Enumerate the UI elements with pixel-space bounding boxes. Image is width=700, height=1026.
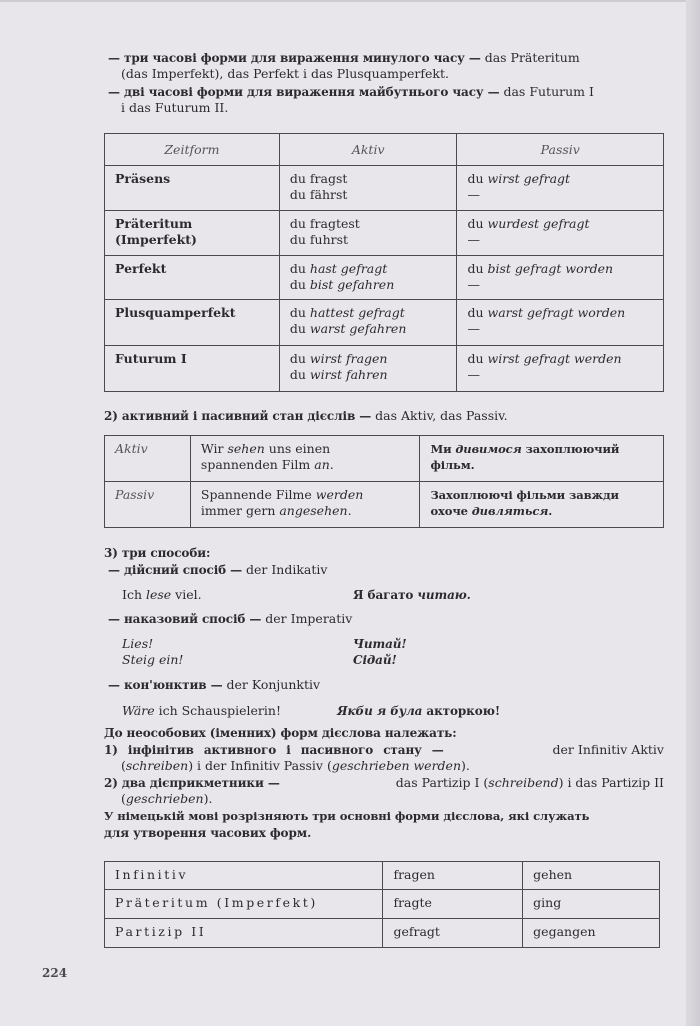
german-example: Wir sehen uns einen spannenden Film an. <box>190 436 420 482</box>
aktiv-forms: du hast gefragt du bist gefahren <box>279 256 457 300</box>
table-row <box>105 862 660 890</box>
konjunktiv-example-uk: Якби я була акторкою! <box>337 704 501 718</box>
verb-fragen: gefragt <box>383 919 523 948</box>
table-row <box>105 211 664 256</box>
passiv-forms: du wirst gefragt — <box>457 166 664 211</box>
nonfinite-item-1: 1) інфінітив активного і пасивного стану — der Infinitiv Aktiv <box>104 742 664 757</box>
principal-parts-table <box>104 861 660 948</box>
table-row <box>105 256 664 300</box>
page-top-edge <box>0 0 700 2</box>
section-3-heading: 3) три способи: <box>104 546 211 560</box>
verb-gehen: gehen <box>523 862 660 890</box>
tense-name: Perfekt <box>105 256 280 300</box>
nonfinite-item-2-cont: (geschrieben). <box>121 791 213 806</box>
table-row <box>105 919 660 948</box>
passiv-forms: du warst gefragt worden — <box>457 300 664 346</box>
german-example: Spannende Filme werden immer gern angesehen. <box>190 482 420 528</box>
passiv-forms: du wirst gefragt werden — <box>457 346 664 392</box>
tense-table-header <box>105 134 664 166</box>
imperativ-example-uk: Читай! <box>353 637 407 651</box>
voice-label: Passiv <box>105 482 191 528</box>
imperativ-line: — наказовий спосіб — der Imperativ <box>108 611 353 626</box>
summary-line-1: У німецькій мові розрізняють три основні форми дієслова, які служать <box>104 809 590 823</box>
imperativ-example-de: Steig ein! <box>122 652 184 667</box>
page-number: 224 <box>42 966 68 980</box>
intro-bullet-2-cont: і das Futurum II. <box>121 100 229 115</box>
ukrainian-translation: Ми дивимося захоплюючий фільм. <box>420 436 664 482</box>
passiv-forms: du bist gefragt worden — <box>457 256 664 300</box>
table-row <box>105 890 660 919</box>
ukrainian-translation: Захоплюючі фільми завжди охоче дивляться. <box>420 482 664 528</box>
verb-gehen: gegangen <box>523 919 660 948</box>
nonfinite-heading: До неособових (іменних) форм дієслова належать: <box>104 726 457 740</box>
konjunktiv-example-de: Wäre ich Schauspielerin! <box>122 703 281 718</box>
indikativ-example-de: Ich lese viel. <box>122 587 202 602</box>
intro-bullet-2: — дві часові форми для вираження майбутнього часу — das Futurum I <box>108 84 594 99</box>
form-name: Infinitiv <box>105 862 383 890</box>
konjunktiv-line: — кон'юнктив — der Konjunktiv <box>108 677 321 692</box>
intro-bullet-1: — три часові форми для вираження минулого часу — das Präteritum <box>108 50 580 65</box>
passiv-forms: du wurdest gefragt — <box>457 211 664 256</box>
summary-line-2: для утворення часових форм. <box>104 826 312 840</box>
page-binding-shadow <box>686 0 700 1026</box>
tense-name: Präsens <box>105 166 280 211</box>
voice-label: Aktiv <box>105 436 191 482</box>
imperativ-example-de: Lies! <box>122 636 154 651</box>
tense-name: Präteritum (Imperfekt) <box>105 211 280 256</box>
tense-table <box>104 133 664 392</box>
header-passiv: Passiv <box>457 134 664 166</box>
header-zeitform: Zeitform <box>105 134 280 166</box>
aktiv-forms: du fragtest du fuhrst <box>279 211 457 256</box>
verb-fragen: fragen <box>383 862 523 890</box>
voice-table <box>104 435 664 528</box>
verb-fragen: fragte <box>383 890 523 919</box>
table-row <box>105 166 664 211</box>
aktiv-forms: du hattest gefragt du warst gefahren <box>279 300 457 346</box>
imperativ-example-uk: Сідай! <box>353 653 397 667</box>
intro-bullet-1-cont: (das Imperfekt), das Perfekt і das Plusquamperfekt. <box>121 66 450 81</box>
nonfinite-item-2: 2) два дієприкметники — das Partizip I (schreibend) і das Partizip II <box>104 775 664 790</box>
verb-gehen: ging <box>523 890 660 919</box>
table-row <box>105 300 664 346</box>
table-row <box>105 346 664 392</box>
tense-name: Plusquamperfekt <box>105 300 280 346</box>
section-2-heading: 2) активний і пасивний стан дієслів — das Aktiv, das Passiv. <box>104 408 508 423</box>
indikativ-example-uk: Я багато читаю. <box>353 588 471 602</box>
form-name: Partizip II <box>105 919 383 948</box>
aktiv-forms: du fragst du fährst <box>279 166 457 211</box>
table-row <box>105 436 664 482</box>
header-aktiv: Aktiv <box>279 134 457 166</box>
tense-name: Futurum I <box>105 346 280 392</box>
indikativ-line: — дійсний спосіб — der Indikativ <box>108 562 328 577</box>
aktiv-forms: du wirst fragen du wirst fahren <box>279 346 457 392</box>
table-row <box>105 482 664 528</box>
form-name: Präteritum (Imperfekt) <box>105 890 383 919</box>
nonfinite-item-1-cont: (schreiben) і der Infinitiv Passiv (geschrieben werden). <box>121 758 470 773</box>
